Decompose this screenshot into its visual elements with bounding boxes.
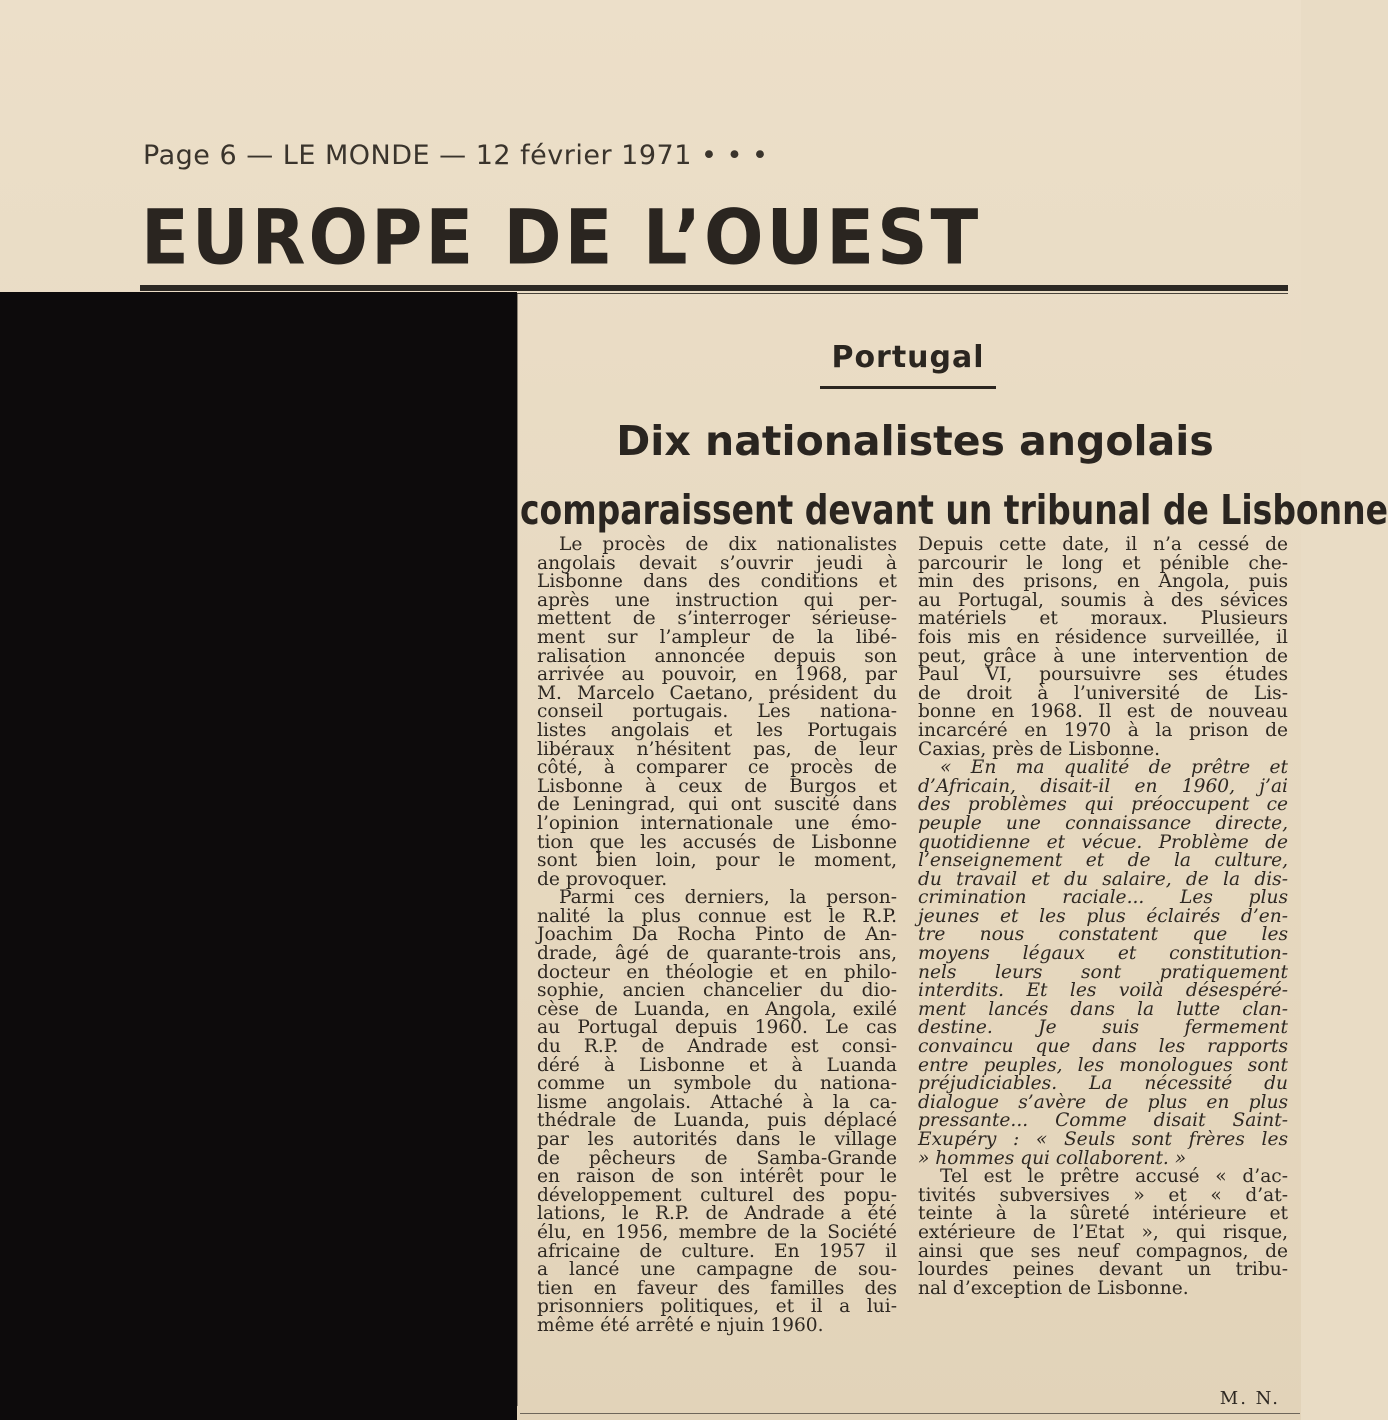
text-line: quotidienne et vécue. Problème de: [918, 831, 1288, 853]
text-line: peuple une connaissance directe,: [918, 812, 1288, 834]
text-line: ment sur l’ampleur de la libé-: [537, 626, 897, 648]
article-kicker: Portugal: [831, 340, 985, 375]
text-line: angolais devait s’ouvrir jeudi à: [537, 552, 897, 574]
text-line: crimination raciale... Les plus: [918, 887, 1288, 909]
redacted-black-area: [0, 292, 517, 1420]
text-line: thédrale de Luanda, puis déplacé: [537, 1110, 897, 1132]
text-line: de pêcheurs de Samba-Grande: [537, 1147, 897, 1169]
text-line: lations, le R.P. de Andrade a été: [537, 1203, 897, 1225]
column-divider: [517, 294, 518, 1406]
text-line: nalité la plus connue est le R.P.: [537, 905, 897, 927]
text-line: de Leningrad, qui ont suscité dans: [537, 794, 897, 816]
text-line: préjudiciables. La nécessité du: [918, 1073, 1288, 1095]
text-line: tion que les accusés de Lisbonne: [537, 831, 897, 853]
section-title: EUROPE DE L’OUEST: [141, 193, 982, 282]
article-subheadline: comparaissent devant un tribunal de Lisbonne: [520, 485, 1388, 534]
text-line: ainsi que ses neuf compagnos, de: [918, 1240, 1288, 1262]
text-line: nels leurs sont pratiquement: [918, 961, 1288, 983]
text-line: après une instruction qui per-: [537, 589, 897, 611]
text-line: « En ma qualité de prêtre et: [940, 757, 1288, 779]
text-line: Depuis cette date, il n’a cessé de: [918, 534, 1288, 555]
text-line: Caxias, près de Lisbonne.: [918, 738, 1161, 760]
text-line: Tel est le prêtre accusé « d’ac-: [940, 1166, 1288, 1188]
text-line: interdits. Et les voilà désespéré-: [918, 980, 1288, 1002]
text-line: lisme angolais. Attaché à la ca-: [537, 1091, 897, 1113]
text-line: pressante... Comme disait Saint-: [918, 1110, 1288, 1132]
text-line: bonne en 1968. Il est de nouveau: [918, 701, 1288, 723]
text-line: entre peuples, les monologues sont: [918, 1054, 1288, 1076]
article-column-right: [918, 536, 1288, 1386]
text-line: Lisbonne dans des conditions et: [537, 571, 897, 593]
text-line: sophie, ancien chancelier du dio-: [537, 980, 897, 1002]
bottom-rule: [520, 1413, 1300, 1414]
text-line: africaine de culture. En 1957 il: [537, 1240, 897, 1262]
text-line: moyens légaux et constitution-: [918, 943, 1288, 965]
text-line: même été arrêté e njuin 1960.: [537, 1314, 824, 1336]
text-line: l’opinion internationale une émo-: [537, 812, 897, 834]
text-line: drade, âgé de quarante-trois ans,: [537, 943, 897, 965]
text-line: extérieure de l’Etat », qui risque,: [918, 1221, 1288, 1243]
text-line: comme un symbole du nationa-: [537, 1073, 897, 1095]
text-line: teinte à la sûreté intérieure et: [918, 1203, 1288, 1225]
text-line: libéraux n’hésitent pas, de leur: [537, 738, 897, 760]
text-line: parcourir le long et pénible che-: [918, 552, 1288, 574]
text-line: Joachim Da Rocha Pinto de An-: [537, 924, 897, 946]
text-line: Exupéry : « Seuls sont frères les: [918, 1129, 1288, 1150]
text-line: a lancé une campagne de sou-: [537, 1259, 897, 1281]
text-line: matériels et moraux. Plusieurs: [918, 608, 1288, 630]
text-line: arrivée au pouvoir, en 1968, par: [537, 664, 897, 686]
text-line: développement culturel des popu-: [537, 1184, 897, 1206]
text-line: par les autorités dans le village: [537, 1129, 897, 1150]
text-line: listes angolais et les Portugais: [537, 719, 897, 741]
text-line: docteur en théologie et en philo-: [537, 961, 897, 983]
text-line: mettent de s’interroger sérieuse-: [537, 608, 897, 630]
text-line: au Portugal depuis 1960. Le cas: [537, 1017, 897, 1039]
text-line: destine. Je suis fermement: [918, 1017, 1288, 1039]
text-line: M. Marcelo Caetano, président du: [537, 682, 897, 704]
article-column-left: [537, 536, 897, 1386]
text-line: de droit à l’université de Lis-: [918, 682, 1288, 704]
text-line: Lisbonne à ceux de Burgos et: [537, 775, 897, 797]
text-line: de provoquer.: [537, 868, 668, 890]
kicker-underline: [820, 386, 996, 389]
author-signature: M. N.: [1219, 1388, 1280, 1409]
text-line: des problèmes qui préoccupent ce: [918, 794, 1288, 816]
article-headline: Dix nationalistes angolais: [616, 417, 1214, 465]
text-line: Paul VI, poursuivre ses études: [918, 664, 1288, 686]
text-line: peut, grâce à une intervention de: [918, 645, 1288, 667]
text-line: Parmi ces derniers, la person-: [559, 887, 897, 909]
text-line: incarcéré en 1970 à la prison de: [918, 719, 1288, 741]
text-line: tre nous constatent que les: [918, 924, 1288, 946]
text-line: déré à Lisbonne et à Luanda: [537, 1054, 897, 1076]
text-line: dialogue s’avère de plus en plus: [918, 1091, 1288, 1113]
text-line: prisonniers politiques, et il a lui-: [537, 1296, 897, 1318]
text-line: cèse de Luanda, en Angola, exilé: [537, 998, 897, 1020]
section-rule: [140, 285, 1288, 291]
text-line: du travail et du salaire, de la dis-: [918, 868, 1288, 890]
text-line: jeunes et les plus éclairés d’en-: [918, 905, 1288, 927]
text-line: conseil portugais. Les nationa-: [537, 701, 897, 723]
text-line: sont bien loin, pour le moment,: [537, 850, 897, 872]
text-line: l’enseignement et de la culture,: [918, 850, 1288, 872]
text-line: du R.P. de Andrade est consi-: [537, 1036, 897, 1058]
text-line: tivités subversives » et « d’at-: [918, 1184, 1288, 1206]
text-line: fois mis en résidence surveillée, il: [918, 626, 1288, 648]
text-line: au Portugal, soumis à des sévices: [918, 589, 1288, 611]
text-line: d’Africain, disait-il en 1960, j’ai: [918, 775, 1288, 797]
text-line: ment lancés dans la lutte clan-: [918, 998, 1288, 1020]
text-line: tien en faveur des familles des: [537, 1277, 897, 1299]
text-line: côté, à comparer ce procès de: [537, 757, 897, 779]
text-line: nal d’exception de Lisbonne.: [918, 1277, 1189, 1299]
text-line: élu, en 1956, membre de la Société: [537, 1221, 897, 1243]
text-line: » hommes qui collaborent. »: [918, 1147, 1187, 1169]
text-line: Le procès de dix nationalistes: [559, 534, 897, 555]
text-line: ralisation annoncée depuis son: [537, 645, 897, 667]
text-line: en raison de son intérêt pour le: [537, 1166, 897, 1188]
page-dateline: Page 6 — LE MONDE — 12 février 1971 • • •: [143, 140, 769, 171]
text-line: lourdes peines devant un tribu-: [918, 1259, 1288, 1281]
text-line: min des prisons, en Angola, puis: [918, 571, 1288, 593]
text-line: convaincu que dans les rapports: [918, 1036, 1288, 1058]
